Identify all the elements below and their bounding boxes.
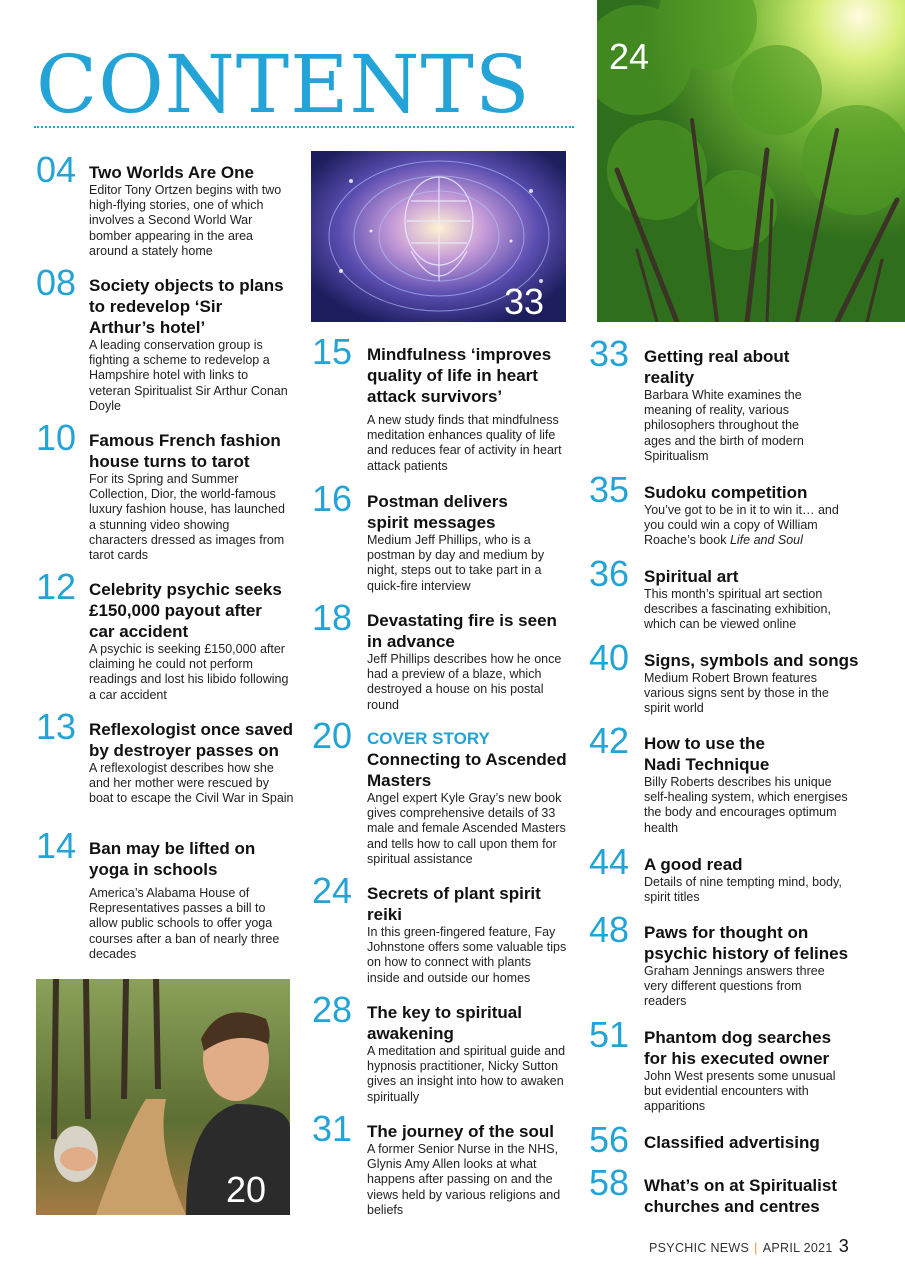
digital-head-photo [311, 151, 566, 322]
entry-page-number: 24 [312, 870, 353, 911]
entry-description [644, 503, 849, 549]
entry-title: Postman delivers spirit messages [367, 492, 508, 532]
entry-description: For its Spring and Summer Collection, Dior, the world-famous luxury fashion house, has launched a stunning video showing characters dressed as images from tarot cards [89, 472, 285, 563]
entry-page-number: 08 [36, 262, 77, 303]
entry-page-number: 51 [589, 1014, 630, 1055]
entry-page-number: 04 [36, 149, 77, 190]
entry-title: Celebrity psychic seeks £150,000 payout after car accident [89, 580, 282, 641]
entry-page-number: 15 [312, 331, 353, 372]
entry-description: In this green-fingered feature, Fay Johnstone offers some valuable tips on how to connect with plants inside and outside our homes [367, 925, 567, 985]
page-number: 3 [838, 1236, 849, 1256]
entry-description: A leading conservation group is fighting a scheme to redevelop a Hampshire hotel with links to veteran Spiritualist Sir Arthur Conan Doyle [89, 338, 288, 413]
entry-description: Billy Roberts describes his unique self-healing system, which energises the body and encourages optimum health [644, 775, 848, 835]
entry-description: A psychic is seeking £150,000 after claiming he could not perform readings and lost his libido following a car accident [89, 642, 289, 702]
book-title: Life and Soul [729, 533, 803, 548]
entry-description: John West presents some unusual but evidential encounters with apparitions [644, 1069, 836, 1114]
entry-title: Spiritual art [644, 567, 739, 586]
entry-description: A new study finds that mindfulness meditation enhances quality of life and reduces fear of activity in heart attack patients [367, 413, 562, 473]
magazine-name: PSYCHIC NEWS [649, 1241, 750, 1255]
entry-page-number: 48 [589, 909, 630, 950]
entry-page-number: 58 [589, 1162, 630, 1203]
portrait-photo-page-number: 20 [226, 1169, 267, 1210]
entry-title: Mindfulness ‘improves quality of life in heart attack survivors’ [367, 345, 552, 406]
footer-separator: | [754, 1241, 758, 1255]
cover-story-label: COVER STORY [367, 729, 490, 748]
entry-description-text: You’ve got to be in it to win it… and you could win a copy of William Roache’s book [644, 503, 839, 548]
entry-title: Devastating fire is seen in advance [367, 611, 557, 651]
entry-description: A meditation and spiritual guide and hypnosis practitioner, Nicky Sutton gives an insight into how to awaken spiritually [367, 1044, 566, 1104]
entry-page-number: 35 [589, 469, 630, 510]
entry-description: A reflexologist describes how she and her mother were rescued by boat to escape the Civil War in Spain [89, 761, 294, 806]
entry-title: Signs, symbols and songs [644, 651, 859, 670]
entry-title: Ban may be lifted on yoga in schools [89, 839, 256, 879]
entry-title: Paws for thought on psychic history of felines [644, 923, 849, 963]
entry-description: A former Senior Nurse in the NHS, Glynis Amy Allen looks at what happens after passing on and the views held by various religions and beliefs [367, 1142, 561, 1217]
entry-page-number: 14 [36, 825, 77, 866]
entry-description: Jeff Phillips describes how he once had a preview of a blaze, which destroyed a house on his postal round [367, 652, 562, 712]
entry-page-number: 56 [589, 1119, 630, 1160]
entry-page-number: 12 [36, 566, 77, 607]
entry-page-number: 44 [589, 841, 630, 882]
dotted-divider [34, 126, 574, 128]
entry-page-number: 33 [589, 333, 630, 374]
entry-title: How to use the Nadi Technique [644, 734, 770, 774]
entry-title: Secrets of plant spirit reiki [367, 884, 541, 924]
entry-description: Angel expert Kyle Gray’s new book gives comprehensive details of 33 male and female Ascended Masters and tells how to call upon them for spiritual assistance [367, 791, 566, 866]
head-photo-page-number: 33 [504, 281, 545, 322]
entry-title: Connecting to Ascended Masters [367, 750, 567, 790]
entry-title: The journey of the soul [367, 1122, 555, 1141]
page-title: CONTENTS [36, 38, 531, 131]
forest-photo-page-number: 24 [609, 36, 650, 77]
entry-page-number: 42 [589, 720, 630, 761]
entry-title: Sudoku competition [644, 483, 808, 502]
entry-description: Graham Jennings answers three very different questions from readers [644, 964, 825, 1009]
entry-description: Medium Robert Brown features various signs sent by those in the spirit world [644, 671, 829, 716]
entry-description: Editor Tony Ortzen begins with two high-flying stories, one of which involves a Second World War bomber appearing in the area around a stately home [89, 183, 282, 258]
entry-description: Medium Jeff Phillips, who is a postman by day and medium by night, steps out to take part in a quick-fire interview [367, 533, 545, 593]
entry-title: Classified advertising [644, 1133, 820, 1152]
issue-date: APRIL 2021 [762, 1241, 833, 1255]
entry-page-number: 36 [589, 553, 630, 594]
entry-description: America’s Alabama House of Representatives passes a bill to allow public schools to offer yoga courses after a ban of nearly three decades [89, 886, 280, 961]
entry-page-number: 18 [312, 597, 353, 638]
entry-title: Phantom dog searches for his executed owner [644, 1028, 832, 1068]
entry-title: Getting real about reality [644, 347, 790, 387]
page-footer [649, 1236, 849, 1257]
entry-description: Details of nine tempting mind, body, spirit titles [644, 875, 842, 905]
entry-description: This month’s spiritual art section describes a fascinating exhibition, which can be viewed online [644, 587, 831, 632]
entry-page-number: 10 [36, 417, 77, 458]
entry-title: What’s on at Spiritualist churches and centres [644, 1176, 837, 1216]
forest-photo [597, 0, 905, 322]
entry-page-number: 16 [312, 478, 353, 519]
entry-title: Society objects to plans to redevelop ‘Sir Arthur’s hotel’ [89, 276, 284, 337]
entry-title: Famous French fashion house turns to tarot [89, 431, 281, 471]
entry-title: Two Worlds Are One [89, 163, 254, 182]
entry-title: The key to spiritual awakening [367, 1003, 522, 1043]
entry-page-number: 40 [589, 637, 630, 678]
entry-page-number: 31 [312, 1108, 353, 1149]
portrait-photo [36, 979, 290, 1215]
entry-page-number: 13 [36, 706, 77, 747]
entry-title: A good read [644, 855, 743, 874]
entry-description: Barbara White examines the meaning of reality, various philosophers throughout the ages and the birth of modern Spiritualism [644, 388, 804, 463]
entry-page-number: 20 [312, 715, 353, 756]
entry-page-number: 28 [312, 989, 353, 1030]
entry-title: Reflexologist once saved by destroyer passes on [89, 720, 294, 760]
